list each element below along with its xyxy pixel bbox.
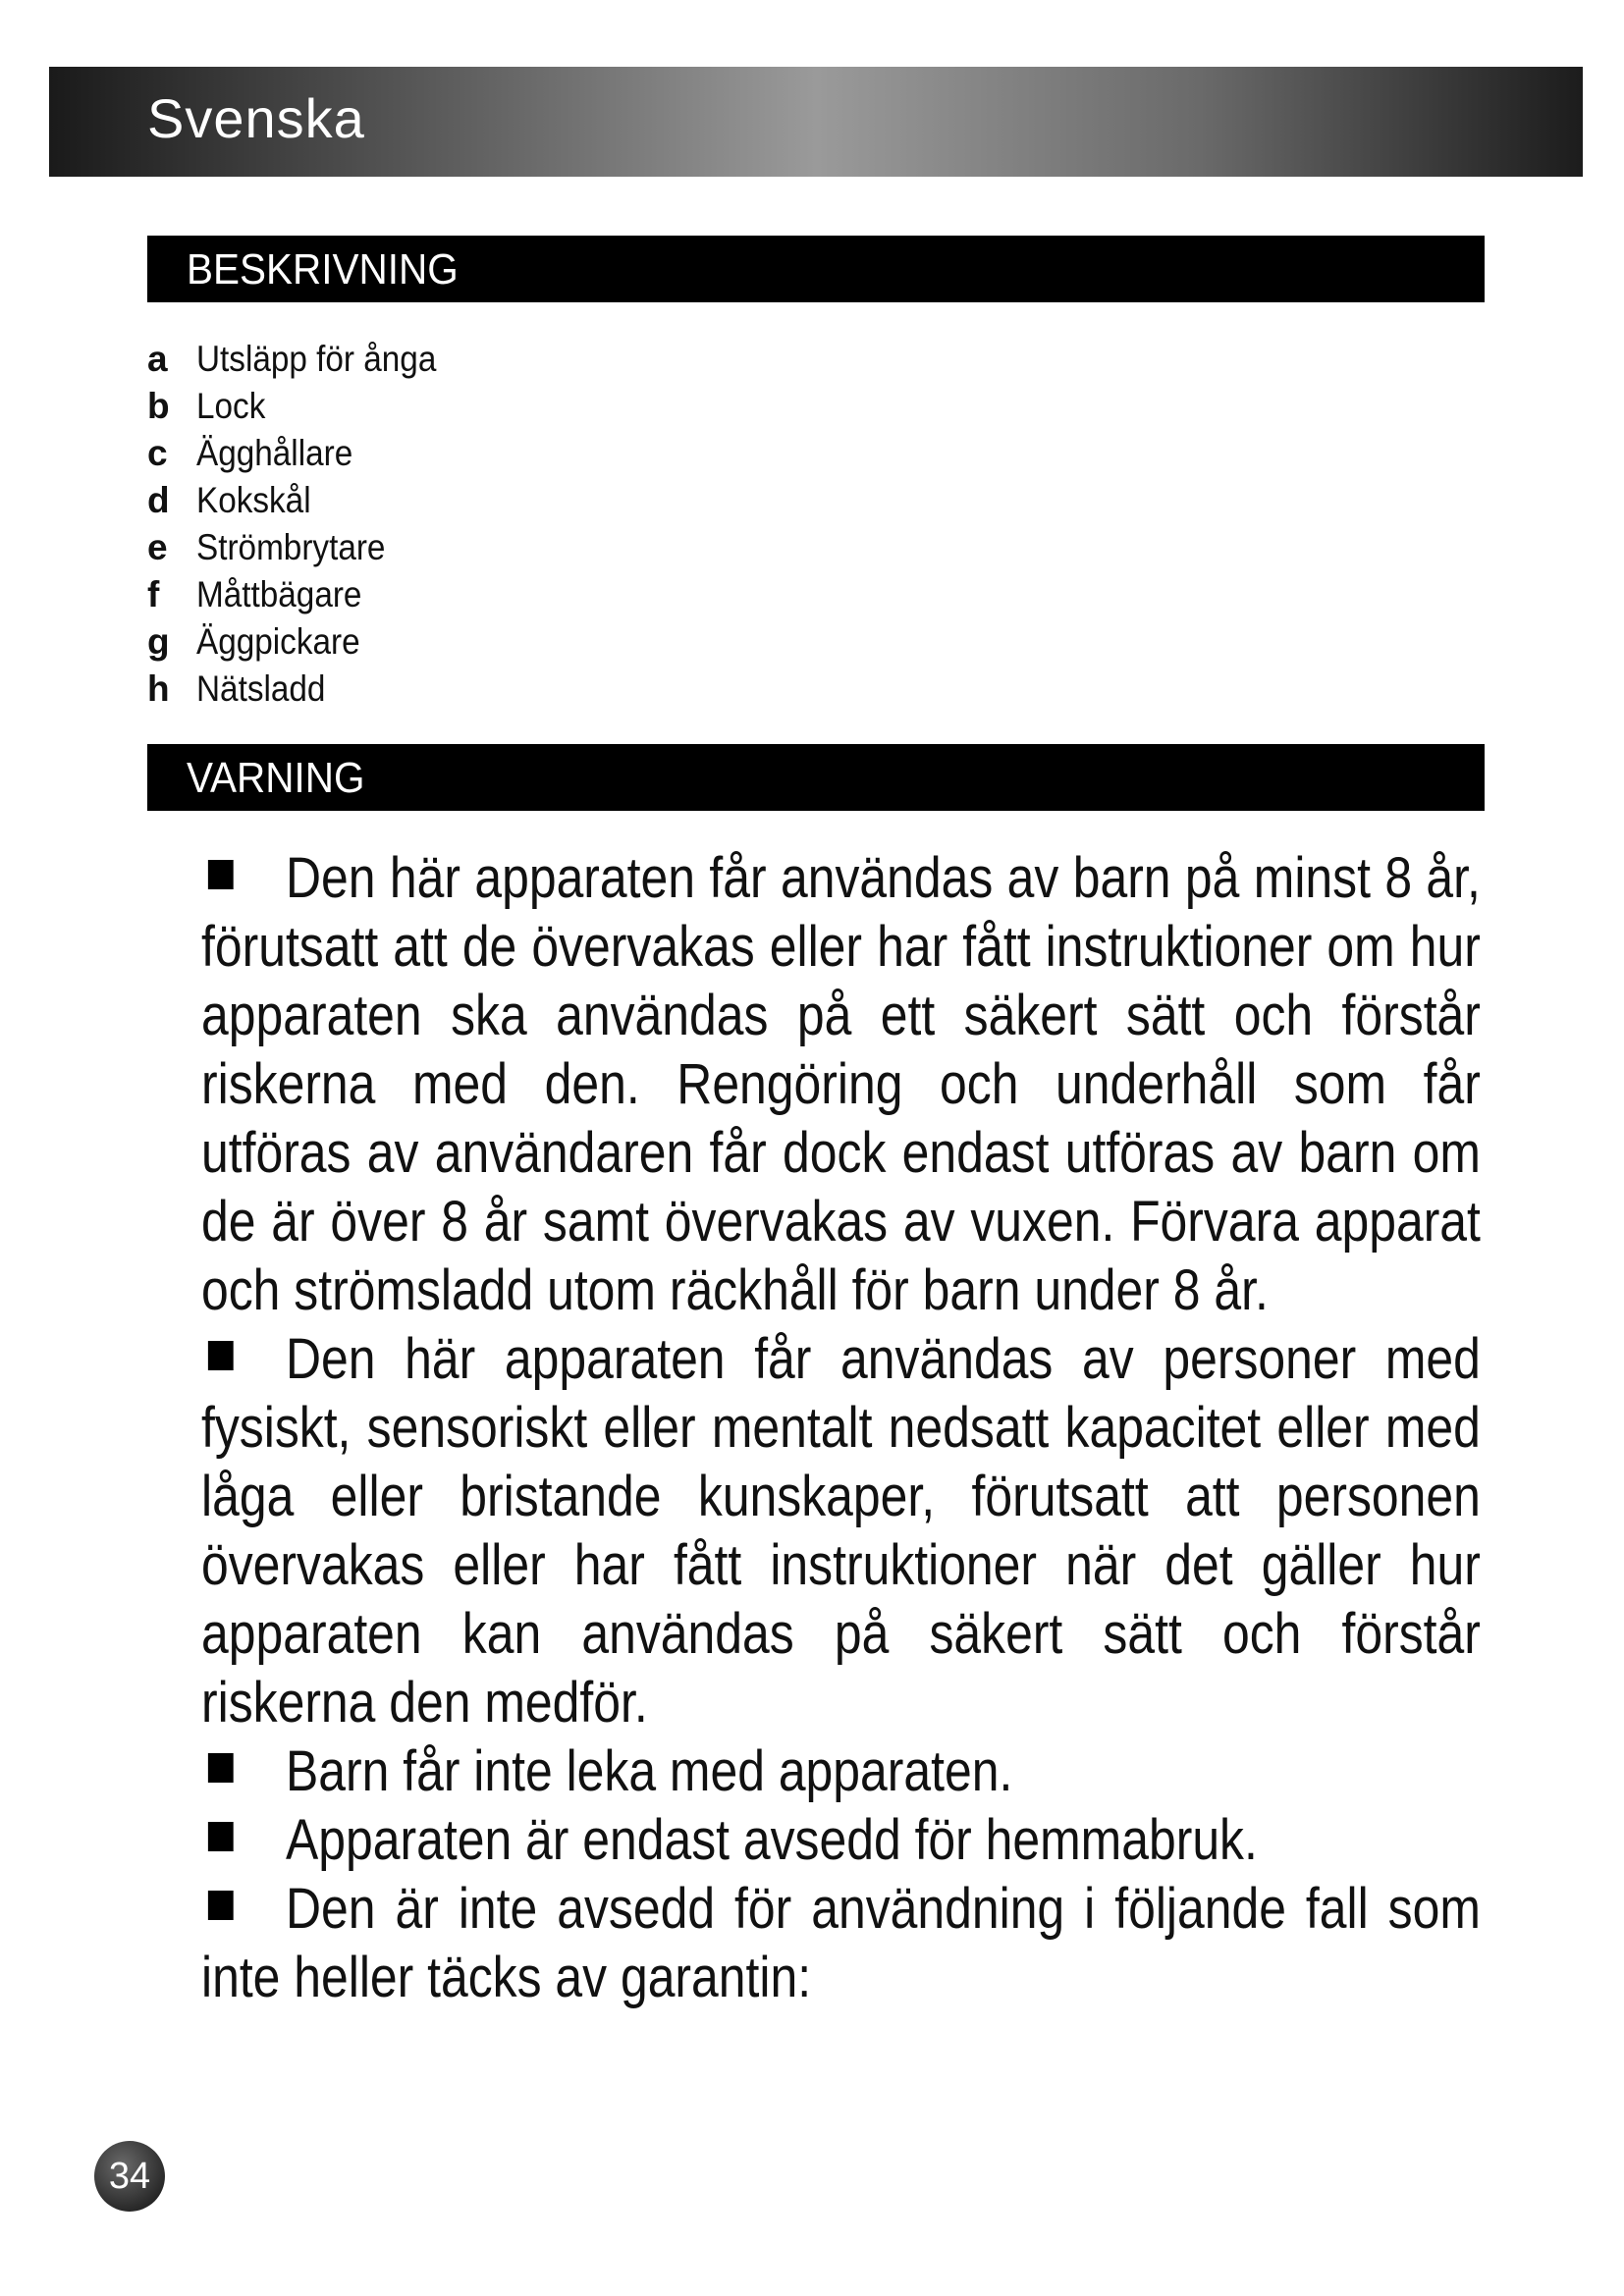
warning-paragraph [201, 844, 1481, 1325]
list-item [147, 618, 463, 666]
warning-text: Barn får inte leka med apparaten. [286, 1739, 1013, 1803]
warning-paragraph [201, 1806, 1481, 1875]
square-bullet-icon [208, 1341, 234, 1370]
parts-list [147, 336, 463, 713]
part-letter: f [147, 574, 160, 614]
square-bullet-icon [208, 1753, 234, 1783]
list-item [147, 430, 463, 477]
part-letter: b [147, 386, 170, 426]
warning-paragraph [201, 1875, 1481, 2012]
part-letter: c [147, 433, 168, 473]
list-item [147, 524, 463, 571]
part-label: Måttbägare [196, 574, 362, 614]
warning-text: Den här apparaten får användas av personer med fysiskt, sensoriskt eller mentalt nedsatt kapacitet eller med låga eller bristande kunskaper, förutsatt att personen övervakas eller har fått instruktioner när det gäller hur apparaten kan användas på säkert sätt och förstår riskerna den medför. [201, 1327, 1481, 1735]
warning-text: Den här apparaten får användas av barn på minst 8 år, förutsatt att de övervakas eller har fått instruktioner om hur apparaten ska användas på ett säkert sätt och förstår riskerna med den. Rengöring och underhåll som får utföras av användaren får dock endast utföras av barn om de är över 8 år samt övervakas av vuxen. Förvara apparat och strömsladd utom räckhåll för barn under 8 år. [201, 846, 1481, 1322]
page-number-badge: 34 [94, 2141, 165, 2212]
part-label: Strömbrytare [196, 527, 386, 567]
list-item [147, 383, 463, 430]
square-bullet-icon [208, 1891, 234, 1920]
part-label: Utsläpp för ånga [196, 339, 437, 379]
part-label: Lock [196, 386, 266, 426]
warning-section-header [147, 744, 1485, 811]
list-item [147, 336, 463, 383]
part-label: Ägghållare [196, 433, 353, 473]
warning-text: Apparaten är endast avsedd för hemmabruk. [286, 1808, 1258, 1872]
list-item [147, 477, 463, 524]
warning-list [201, 844, 1485, 2012]
part-letter: a [147, 339, 168, 379]
part-letter: e [147, 527, 168, 567]
part-letter: d [147, 480, 170, 520]
square-bullet-icon [208, 860, 234, 889]
part-label: Kokskål [196, 480, 311, 520]
square-bullet-icon [208, 1822, 234, 1851]
warning-paragraph [201, 1325, 1481, 1737]
list-item [147, 666, 463, 713]
part-label: Nätsladd [196, 668, 326, 709]
warning-text: Den är inte avsedd för användning i följande fall som inte heller täcks av garantin: [201, 1877, 1481, 2009]
part-letter: h [147, 668, 170, 709]
description-section-header [147, 236, 1485, 302]
description-title: BESKRIVNING [187, 245, 459, 294]
part-label: Äggpickare [196, 621, 360, 662]
warning-title: VARNING [187, 754, 365, 802]
warning-paragraph [201, 1737, 1481, 1806]
list-item [147, 571, 463, 618]
language-banner [49, 67, 1583, 177]
part-letter: g [147, 621, 170, 662]
language-title: Svenska [147, 87, 365, 149]
